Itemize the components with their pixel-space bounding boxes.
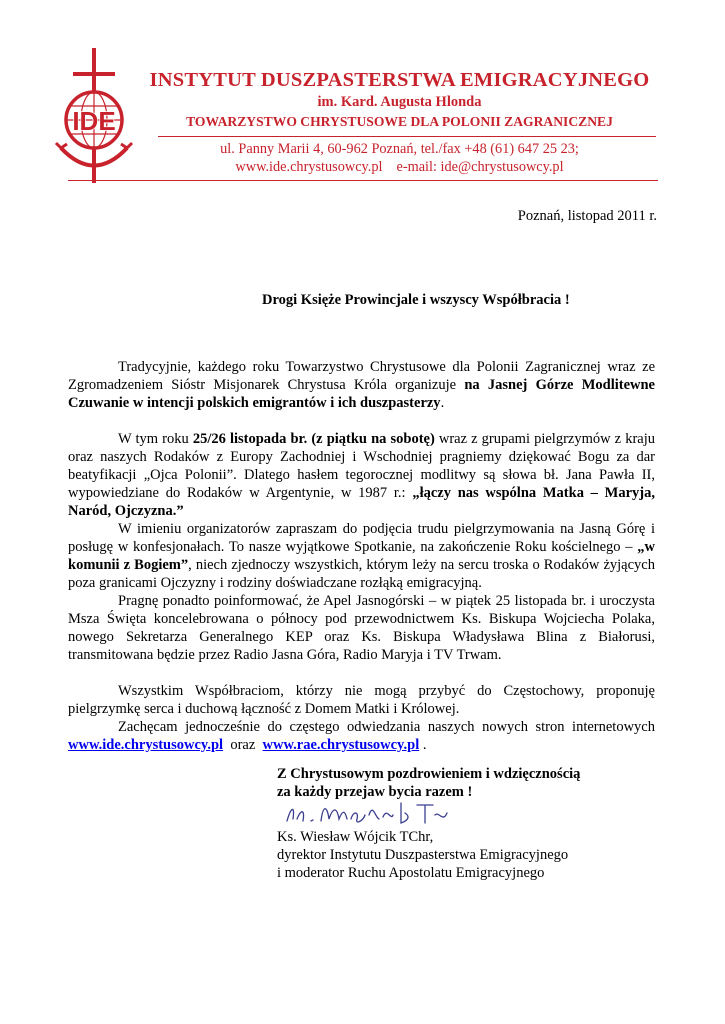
letterhead-contact [142, 140, 657, 176]
institute-name: INSTYTUT DUSZPASTERSTWA EMIGRACYJNEGO [149, 69, 650, 91]
email-link[interactable]: e-mail: ide@chrystusowcy.pl [396, 159, 564, 175]
letterhead-divider [158, 136, 656, 137]
signer-role: dyrektor Instytutu Duszpasterstwa Emigracyjnego [277, 847, 569, 863]
logo-lettering: IDE [72, 106, 116, 136]
signer-name: Ks. Wiesław Wójcik TChr, [277, 829, 434, 845]
paragraph-5: Wszystkim Współbraciom, którzy nie mogą przybyć do Częstochowy, proponuję pielgrzymkę serca i duchową łączność z Domem Matki i Królowej. [68, 683, 655, 717]
salutation: Drogi Księże Prowincjale i wszyscy Współbracia ! [262, 292, 570, 308]
letterhead [142, 68, 657, 130]
postal-address: ul. Panny Marii 4, 60-962 Poznań, tel./fax +48 (61) 647 25 23; [220, 141, 579, 157]
paragraph-6: Zachęcam jednocześnie do częstego odwiedzania naszych nowych stron internetowych www.ide.chrystusowcy.pl oraz www.rae.chrystusowcy.pl . [68, 719, 655, 753]
paragraph-4: Pragnę ponadto poinformować, że Apel Jasnogórski – w piątek 25 listopada br. i uroczysta Msza Święta koncelebrowana o północy pod przewodnictwem Ks. Biskupa Wojciecha Polaka, nowego Sekretarza Generalnego KEP oraz Ks. Biskupa Władysława Blina z Białorusi, transmitowana będzie przez Radio Jasna Góra, Radio Maryja i TV Trwam. [68, 593, 655, 663]
closing-greeting: Z Chrystusowym pozdrowieniem i wdzięcznością za każdy przejaw bycia razem ! [277, 766, 581, 800]
letter-date: Poznań, listopad 2011 r. [517, 208, 657, 224]
signer-block [277, 828, 568, 882]
society-name: TOWARZYSTWO CHRYSTUSOWE DLA POLONII ZAGRANICZNEJ [186, 114, 613, 129]
letterhead-bottom-rule [68, 180, 658, 181]
ide-website-link[interactable]: www.ide.chrystusowcy.pl [68, 737, 224, 753]
letter-body [68, 358, 655, 754]
rae-website-link[interactable]: www.rae.chrystusowcy.pl [262, 737, 420, 753]
paragraph-1: Tradycyjnie, każdego roku Towarzystwo Chrystusowe dla Polonii Zagranicznej wraz ze Zgromadzeniem Sióstr Misjonarek Chrystusa Króla organizuje na Jasnej Górze Modlitewne Czuwanie w intencji polskich emigrantów i ich duszpasterzy. [68, 359, 655, 411]
paragraph-3: W imieniu organizatorów zapraszam do podjęcia trudu pielgrzymowania na Jasną Górę i posługę w konfesjonałach. To nasze wyjątkowe Spotkanie, na zakończenie Roku kościelnego – „w komunii z Bogiem”, niech zjednoczy wszystkich, którym leży na sercu troska o Rodaków żyjących poza granicami Ojczyzny i rodziny doświadczane rozłąką emigracyjną. [68, 521, 655, 591]
signer-role-2: i moderator Ruchu Apostolatu Emigracyjnego [277, 865, 545, 881]
ide-logo [53, 48, 135, 183]
handwritten-signature [283, 797, 453, 829]
paragraph-2: W tym roku 25/26 listopada br. (z piątku na sobotę) wraz z grupami pielgrzymów z kraju oraz naszych Rodaków z Europy Zachodniej i Wschodniej pragniemy dziękować Bogu za dar beatyfikacji „Ojca Polonii”. Dlatego hasłem tegorocznej modlitwy są słowa bł. Jana Pawła II, wypowiedziane do Rodaków w Argentynie, w 1987 r.: „łączy nas wspólna Matka – Maryja, Naród, Ojczyzna.” [68, 431, 655, 519]
patron-name: im. Kard. Augusta Hlonda [317, 94, 482, 110]
website-link[interactable]: www.ide.chrystusowcy.pl [235, 159, 383, 175]
